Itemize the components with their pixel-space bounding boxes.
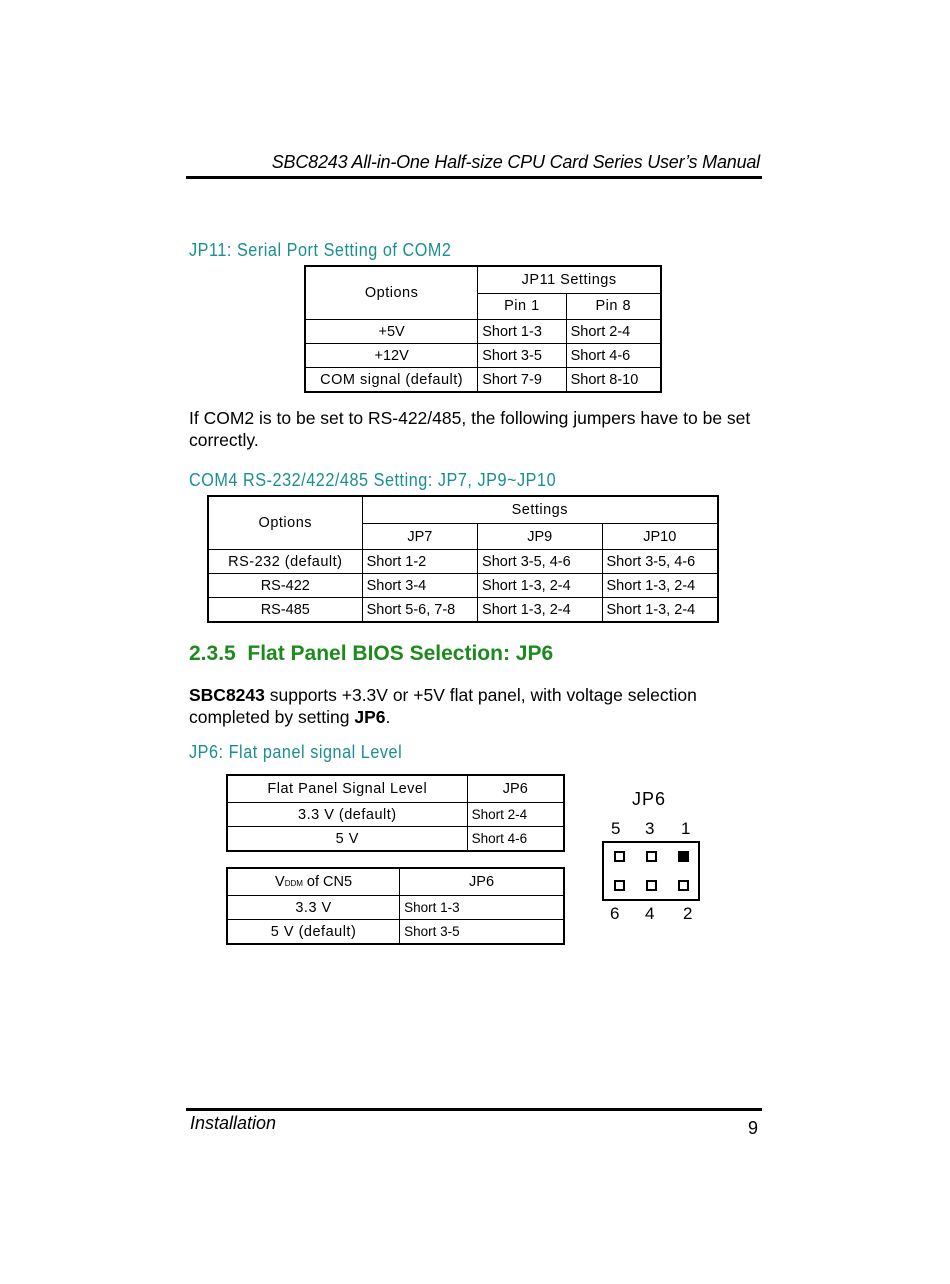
table-row xyxy=(227,827,564,852)
jp6-level: 3.3 V (default) xyxy=(227,803,467,827)
footer-rule xyxy=(186,1108,762,1111)
header-rule xyxy=(186,176,762,179)
com4-option: RS-232 (default) xyxy=(208,550,362,574)
jp6-vddm-setting: Short 1-3 xyxy=(400,896,564,920)
jp11-table xyxy=(304,265,662,393)
com4-jp7: Short 5-6, 7-8 xyxy=(362,598,477,623)
jp6-vddm-setting: Short 3-5 xyxy=(400,920,564,945)
paragraph-text-end: . xyxy=(385,707,391,727)
com4-jp10: Short 1-3, 2-4 xyxy=(602,598,718,623)
table-row xyxy=(305,344,661,368)
jp6-vddm-level: 3.3 V xyxy=(227,896,400,920)
com4-col-jp9: JP9 xyxy=(478,524,602,550)
pin-square-icon xyxy=(614,851,625,862)
paragraph-bold-jumper: JP6 xyxy=(354,707,386,727)
pin-square-icon xyxy=(646,851,657,862)
com4-table xyxy=(207,495,719,623)
com4-heading: COM4 RS-232/422/485 Setting: JP7, JP9~JP10 xyxy=(189,470,557,490)
jp6-paragraph xyxy=(189,684,769,728)
pin-square-icon xyxy=(678,880,689,891)
jp6-col-jp6: JP6 xyxy=(467,775,564,803)
com4-jp7: Short 1-2 xyxy=(362,550,477,574)
footer-section: Installation xyxy=(190,1113,277,1133)
com4-col-jp10: JP10 xyxy=(602,524,718,550)
jp11-col-options: Options xyxy=(305,266,478,320)
pin-square-filled-icon xyxy=(678,851,689,862)
com4-jp10: Short 1-3, 2-4 xyxy=(602,574,718,598)
pin-label: 1 xyxy=(681,819,691,838)
jp11-heading: JP11: Serial Port Setting of COM2 xyxy=(189,240,452,260)
pin-label: 3 xyxy=(645,819,655,838)
table-row xyxy=(305,368,661,393)
paragraph-bold-product: SBC8243 xyxy=(189,685,265,705)
table-row xyxy=(227,920,564,945)
jp11-col-pin1: Pin 1 xyxy=(478,293,566,320)
table-row xyxy=(227,896,564,920)
page-number: 9 xyxy=(748,1118,759,1138)
table-row xyxy=(208,550,718,574)
jp6-setting: Short 2-4 xyxy=(467,803,564,827)
jp6-level: 5 V xyxy=(227,827,467,852)
jp6-vddm-level: 5 V (default) xyxy=(227,920,400,945)
page-header-title: SBC8243 All-in-One Half-size CPU Card Series User’s Manual xyxy=(271,152,760,172)
pin-square-icon xyxy=(614,880,625,891)
com4-jp9: Short 1-3, 2-4 xyxy=(478,574,602,598)
com4-jp9: Short 3-5, 4-6 xyxy=(478,550,602,574)
com4-option: RS-422 xyxy=(208,574,362,598)
com4-jp9: Short 1-3, 2-4 xyxy=(478,598,602,623)
jp11-option: +12V xyxy=(305,344,478,368)
jp11-pin8: Short 8-10 xyxy=(566,368,661,393)
jp6-heading: JP6: Flat panel signal Level xyxy=(189,742,403,762)
vddm-v: V xyxy=(275,874,285,890)
com4-col-settings: Settings xyxy=(362,496,718,524)
paragraph-text: supports +3.3V or +5V flat panel, with voltage selection completed by setting xyxy=(189,685,697,727)
jp11-pin8: Short 4-6 xyxy=(566,344,661,368)
jp11-col-pin8: Pin 8 xyxy=(566,293,661,320)
jp11-option: COM signal (default) xyxy=(305,368,478,393)
jp6-col-level: Flat Panel Signal Level xyxy=(227,775,467,803)
pin-label: 4 xyxy=(645,904,655,923)
jp6-diagram-title: JP6 xyxy=(632,789,667,809)
pin-label: 6 xyxy=(610,904,620,923)
com4-jp10: Short 3-5, 4-6 xyxy=(602,550,718,574)
vddm-subscript: DDM xyxy=(284,879,303,888)
com4-option: RS-485 xyxy=(208,598,362,623)
pin-label: 2 xyxy=(683,904,693,923)
vddm-rest: of CN5 xyxy=(302,874,353,890)
com4-col-options: Options xyxy=(208,496,362,550)
jp6-setting: Short 4-6 xyxy=(467,827,564,852)
com2-paragraph: If COM2 is to be set to RS-422/485, the following jumpers have to be set correctly. xyxy=(189,408,751,450)
jp6-jumper-block xyxy=(602,841,700,901)
jp6-col-jp6: JP6 xyxy=(400,868,564,896)
jp11-pin1: Short 1-3 xyxy=(478,320,566,344)
table-row xyxy=(208,574,718,598)
table-row xyxy=(305,320,661,344)
jp6-vddm-table xyxy=(226,867,565,945)
section-title: 2.3.5 Flat Panel BIOS Selection: JP6 xyxy=(189,642,554,665)
jp11-pin1: Short 7-9 xyxy=(478,368,566,393)
pin-square-icon xyxy=(646,880,657,891)
jp11-option: +5V xyxy=(305,320,478,344)
table-row xyxy=(208,598,718,623)
table-row xyxy=(227,803,564,827)
jp11-pin8: Short 2-4 xyxy=(566,320,661,344)
pin-label: 5 xyxy=(611,819,621,838)
jp11-col-settings: JP11 Settings xyxy=(478,266,661,293)
jp6-col-vddm xyxy=(227,868,400,896)
jp6-level-table xyxy=(226,774,565,852)
com4-jp7: Short 3-4 xyxy=(362,574,477,598)
jp11-pin1: Short 3-5 xyxy=(478,344,566,368)
com4-col-jp7: JP7 xyxy=(362,524,477,550)
